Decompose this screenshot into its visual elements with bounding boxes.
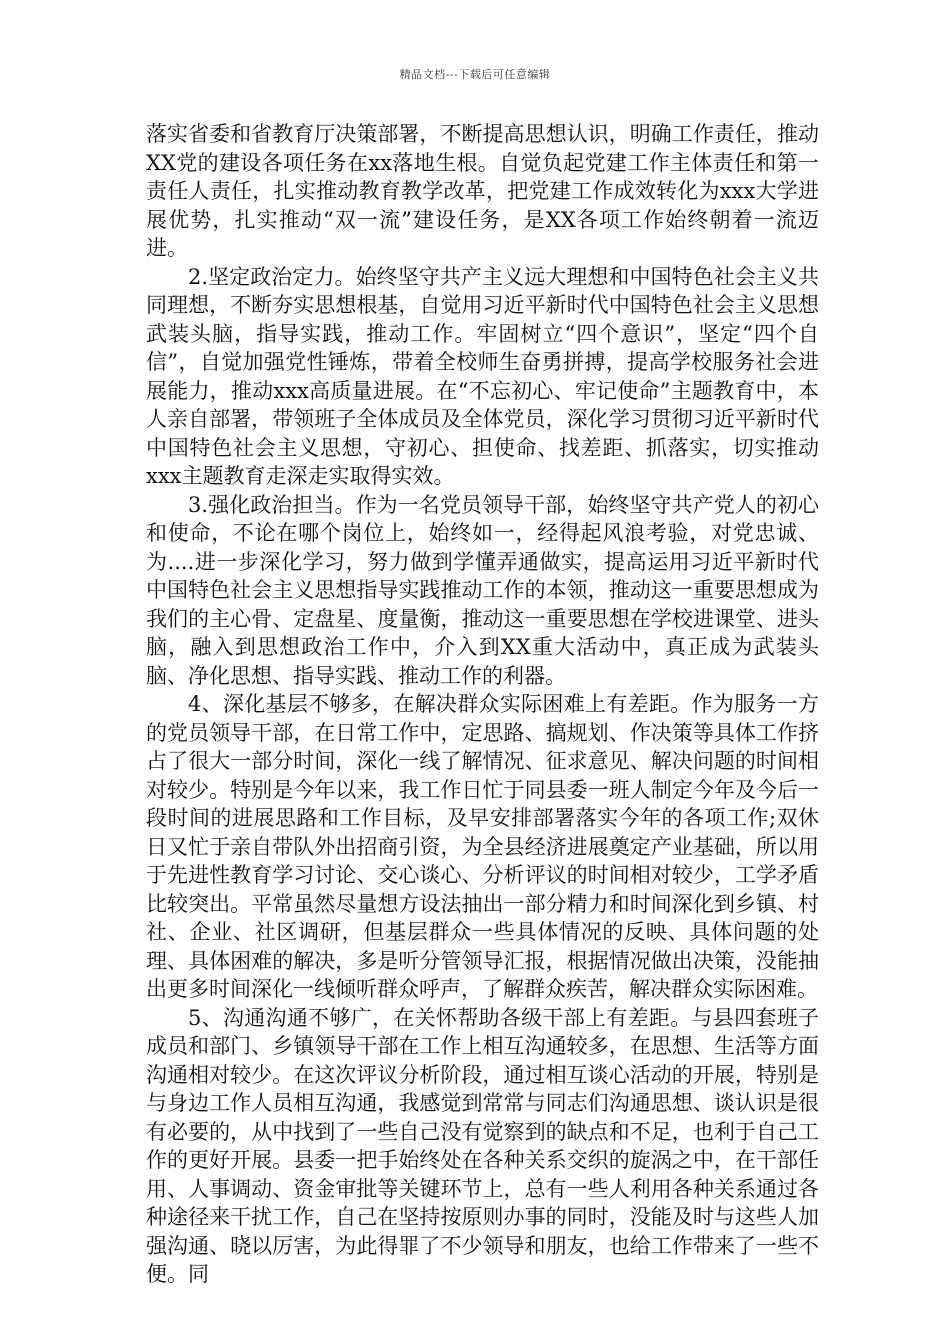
- document-body: [146, 120, 819, 1289]
- paragraph-communication: 5、沟通沟通不够广，在关怀帮助各级干部上有差距。与县四套班子成员和部门、乡镇领导干部在工作上相互沟通较多，在思想、生活等方面沟通相对较少。在这次评议分析阶段，通过相互谈心活动的开展，特别是与身边工作人员相互沟通，我感觉到常常与同志们沟通思想、谈认识是很有必要的，从中找到了一些自己没有觉察到的缺点和不足，也利于自己工作的更好开展。县委一把手始终处在各种关系交织的旋涡之中，在干部任用、人事调动、资金审批等关键环节上，总有一些人利用各种关系通过各种途径来干扰工作，自己在坚持按原则办事的同时，没能及时与这些人加强沟通、晓以厉害，为此得罪了不少领导和朋友，也给工作带来了一些不便。同: [146, 1005, 819, 1286]
- page-header: 精品文档---下载后可任意编辑: [399, 68, 551, 81]
- paragraph-political-determination: 2.坚定政治定力。始终坚守共产主义远大理想和中国特色社会主义共同理想，不断夯实思想根基，自觉用习近平新时代中国特色社会主义思想武装头脑，指导实践，推动工作。牢固树立“四个意识”，坚定“四个自信”，自觉加强党性锤炼，带着全校师生奋勇拼搏，提高学校服务社会进展能力，推动xxx高质量进展。在“不忘初心、牢记使命”主题教育中，本人亲自部署，带领班子全体成员及全体党员，深化学习贯彻习近平新时代中国特色社会主义思想，守初心、担使命、找差距、抓落实，切实推动xxx主题教育走深走实取得实效。: [146, 264, 819, 488]
- paragraph-political-responsibility: 3.强化政治担当。作为一名党员领导干部，始终坚守共产党人的初心和使命，不论在哪个岗位上，始终如一，经得起风浪考验，对党忠诚、为....进一步深化学习，努力做到学懂弄通做实，提高运用习近平新时代中国特色社会主义思想指导实践推动工作的本领，推动这一重要思想成为我们的主心骨、定盘星、度量衡，推动这一重要思想在学校进课堂、进头脑，融入到思想政治工作中，介入到XX重大活动中，真正成为武装头脑、净化思想、指导实践、推动工作的利器。: [146, 492, 819, 688]
- paragraph-continued: 落实省委和省教育厅决策部署，不断提高思想认识，明确工作责任，推动XX党的建设各项任务在xx落地生根。自觉负起党建工作主体责任和第一责任人责任，扎实推动教育教学改革，把党建工作成效转化为xxx大学进展优势，扎实推动“双一流”建设任务，是XX各项工作始终朝着一流迈进。: [146, 122, 819, 260]
- paragraph-grassroots: 4、深化基层不够多，在解决群众实际困难上有差距。作为服务一方的党员领导干部，在日常工作中，定思路、搞规划、作决策等具体工作挤占了很大一部分时间，深化一线了解情况、征求意见、解决问题的时间相对较少。特别是今年以来，我工作日忙于同县委一班人制定今年及今后一段时间的进展思路和工作目标，及早安排部署落实今年的各项工作;双休日又忙于亲自带队外出招商引资，为全县经济进展奠定产业基础，所以用于先进性教育学习讨论、交心谈心、分析评议的时间相对较少，工学矛盾比较突出。平常虽然尽量想方设法抽出一部分精力和时间深化到乡镇、村社、企业、社区调研，但基层群众一些具体情况的反映、具体问题的处理、具体困难的解决，多是听分管领导汇报，根据情况做出决策，没能抽出更多时间深化一线倾听群众呼声，了解群众疾苦，解决群众实际困难。: [146, 692, 819, 1001]
